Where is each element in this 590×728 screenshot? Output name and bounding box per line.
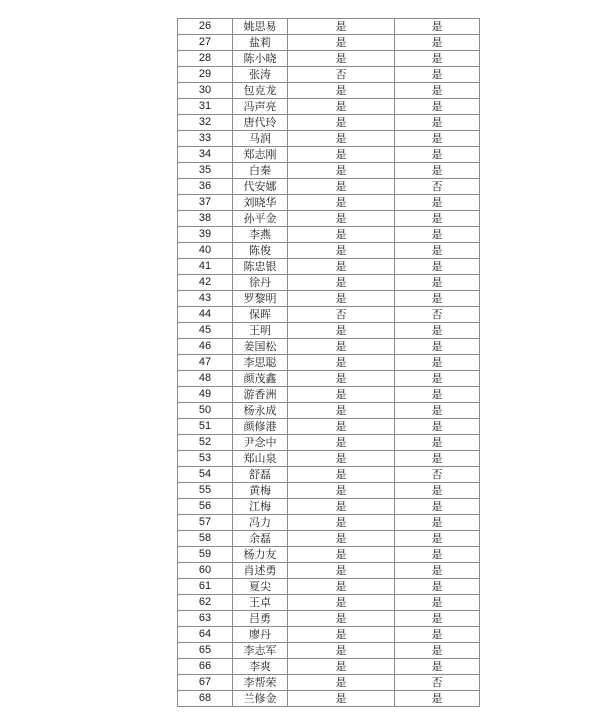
status-a-cell: 是 [288,483,395,499]
row-number-cell: 62 [178,595,233,611]
table-row [178,227,480,243]
status-b-cell: 是 [395,563,480,579]
person-name-cell: 马润 [233,131,288,147]
person-name-cell: 包克龙 [233,83,288,99]
table-row [178,675,480,691]
status-a-cell: 是 [288,387,395,403]
row-number-cell: 34 [178,147,233,163]
row-number-cell: 64 [178,627,233,643]
person-name-cell: 舒磊 [233,467,288,483]
person-name-cell: 颜茂鑫 [233,371,288,387]
row-number-cell: 56 [178,499,233,515]
person-name-cell: 廖丹 [233,627,288,643]
person-name-cell: 姜国松 [233,339,288,355]
person-name-cell: 陈小晓 [233,51,288,67]
status-b-cell: 是 [395,147,480,163]
table-row [178,163,480,179]
status-b-cell: 是 [395,19,480,35]
status-a-cell: 是 [288,659,395,675]
table-row [178,483,480,499]
person-name-cell: 张涛 [233,67,288,83]
status-b-cell: 是 [395,99,480,115]
status-a-cell: 是 [288,275,395,291]
row-number-cell: 44 [178,307,233,323]
status-a-cell: 是 [288,563,395,579]
row-number-cell: 30 [178,83,233,99]
status-a-cell: 是 [288,339,395,355]
status-a-cell: 是 [288,179,395,195]
status-b-cell: 是 [395,403,480,419]
status-a-cell: 是 [288,675,395,691]
status-b-cell: 是 [395,259,480,275]
person-name-cell: 尹念中 [233,435,288,451]
row-number-cell: 37 [178,195,233,211]
status-a-cell: 否 [288,307,395,323]
status-b-cell: 是 [395,83,480,99]
table-row [178,371,480,387]
row-number-cell: 28 [178,51,233,67]
person-name-cell: 兰修金 [233,691,288,707]
status-a-cell: 是 [288,419,395,435]
table-row [178,531,480,547]
table-row [178,83,480,99]
person-name-cell: 李思聪 [233,355,288,371]
status-b-cell: 是 [395,451,480,467]
table-row [178,419,480,435]
person-name-cell: 郑山泉 [233,451,288,467]
person-name-cell: 姚思易 [233,19,288,35]
row-number-cell: 45 [178,323,233,339]
status-a-cell: 是 [288,195,395,211]
status-b-cell: 是 [395,67,480,83]
status-a-cell: 是 [288,515,395,531]
status-a-cell: 是 [288,35,395,51]
status-a-cell: 是 [288,531,395,547]
table-row [178,659,480,675]
status-b-cell: 是 [395,275,480,291]
table-row [178,243,480,259]
status-b-cell: 是 [395,547,480,563]
table-row [178,611,480,627]
table-row [178,691,480,707]
status-a-cell: 是 [288,163,395,179]
status-b-cell: 是 [395,51,480,67]
person-name-cell: 游香洲 [233,387,288,403]
table-row [178,627,480,643]
person-name-cell: 肖述勇 [233,563,288,579]
row-number-cell: 51 [178,419,233,435]
table-row [178,547,480,563]
row-number-cell: 41 [178,259,233,275]
person-name-cell: 颜修港 [233,419,288,435]
person-name-cell: 陈俊 [233,243,288,259]
row-number-cell: 47 [178,355,233,371]
status-b-cell: 是 [395,339,480,355]
status-b-cell: 是 [395,531,480,547]
status-a-cell: 是 [288,499,395,515]
person-name-cell: 杨永成 [233,403,288,419]
table-row [178,115,480,131]
person-name-cell: 孙平金 [233,211,288,227]
status-a-cell: 是 [288,131,395,147]
table-row [178,499,480,515]
status-b-cell: 是 [395,419,480,435]
row-number-cell: 68 [178,691,233,707]
table-row [178,515,480,531]
table-row [178,67,480,83]
person-name-cell: 江梅 [233,499,288,515]
person-name-cell: 刘晓华 [233,195,288,211]
table-row [178,323,480,339]
person-name-cell: 李燕 [233,227,288,243]
table-row [178,35,480,51]
status-a-cell: 是 [288,51,395,67]
status-b-cell: 是 [395,595,480,611]
status-a-cell: 是 [288,291,395,307]
status-a-cell: 是 [288,451,395,467]
table-row [178,451,480,467]
status-b-cell: 是 [395,227,480,243]
status-b-cell: 是 [395,643,480,659]
person-name-cell: 冯声亮 [233,99,288,115]
status-b-cell: 否 [395,307,480,323]
row-number-cell: 32 [178,115,233,131]
status-b-cell: 是 [395,371,480,387]
person-name-cell: 陈忠银 [233,259,288,275]
status-a-cell: 是 [288,627,395,643]
status-b-cell: 是 [395,323,480,339]
status-b-cell: 是 [395,515,480,531]
row-number-cell: 26 [178,19,233,35]
table-row [178,275,480,291]
person-name-cell: 代安娜 [233,179,288,195]
table-row [178,195,480,211]
row-number-cell: 42 [178,275,233,291]
person-name-cell: 余磊 [233,531,288,547]
status-a-cell: 是 [288,259,395,275]
person-name-cell: 王明 [233,323,288,339]
row-number-cell: 46 [178,339,233,355]
status-b-cell: 是 [395,211,480,227]
table-row [178,307,480,323]
row-number-cell: 52 [178,435,233,451]
row-number-cell: 53 [178,451,233,467]
row-number-cell: 31 [178,99,233,115]
status-b-cell: 是 [395,483,480,499]
row-number-cell: 38 [178,211,233,227]
status-a-cell: 是 [288,691,395,707]
person-name-cell: 吕勇 [233,611,288,627]
status-b-cell: 是 [395,243,480,259]
table-row [178,131,480,147]
status-b-cell: 是 [395,387,480,403]
status-b-cell: 是 [395,691,480,707]
status-b-cell: 是 [395,435,480,451]
row-number-cell: 61 [178,579,233,595]
status-b-cell: 是 [395,291,480,307]
person-name-cell: 李爽 [233,659,288,675]
table-row [178,595,480,611]
person-name-cell: 李帮荣 [233,675,288,691]
row-number-cell: 66 [178,659,233,675]
person-name-cell: 冯力 [233,515,288,531]
row-number-cell: 50 [178,403,233,419]
row-number-cell: 29 [178,67,233,83]
status-a-cell: 是 [288,115,395,131]
table-row [178,387,480,403]
status-a-cell: 是 [288,355,395,371]
table-row [178,259,480,275]
row-number-cell: 58 [178,531,233,547]
status-a-cell: 是 [288,403,395,419]
status-a-cell: 是 [288,643,395,659]
status-a-cell: 是 [288,227,395,243]
status-b-cell: 是 [395,195,480,211]
row-number-cell: 65 [178,643,233,659]
status-b-cell: 是 [395,611,480,627]
row-number-cell: 39 [178,227,233,243]
table-row [178,643,480,659]
status-a-cell: 否 [288,67,395,83]
person-name-cell: 徐丹 [233,275,288,291]
table-row [178,19,480,35]
status-b-cell: 是 [395,659,480,675]
table-row [178,339,480,355]
status-b-cell: 是 [395,355,480,371]
status-b-cell: 是 [395,131,480,147]
row-number-cell: 40 [178,243,233,259]
row-number-cell: 60 [178,563,233,579]
table-row [178,403,480,419]
row-number-cell: 27 [178,35,233,51]
status-b-cell: 是 [395,35,480,51]
status-a-cell: 是 [288,595,395,611]
status-b-cell: 是 [395,627,480,643]
status-a-cell: 是 [288,611,395,627]
table-row [178,291,480,307]
person-name-cell: 杨力友 [233,547,288,563]
status-a-cell: 是 [288,83,395,99]
row-number-cell: 35 [178,163,233,179]
table-row [178,435,480,451]
status-a-cell: 是 [288,211,395,227]
person-name-cell: 郑志刚 [233,147,288,163]
row-number-cell: 59 [178,547,233,563]
person-name-cell: 罗黎明 [233,291,288,307]
table-row [178,99,480,115]
row-number-cell: 54 [178,467,233,483]
status-a-cell: 是 [288,371,395,387]
person-name-cell: 唐代玲 [233,115,288,131]
row-number-cell: 49 [178,387,233,403]
table-row [178,211,480,227]
table-row [178,179,480,195]
status-a-cell: 是 [288,547,395,563]
roster-table-body [178,19,480,707]
row-number-cell: 55 [178,483,233,499]
row-number-cell: 63 [178,611,233,627]
table-row [178,579,480,595]
row-number-cell: 43 [178,291,233,307]
status-b-cell: 是 [395,163,480,179]
status-b-cell: 否 [395,179,480,195]
row-number-cell: 33 [178,131,233,147]
row-number-cell: 67 [178,675,233,691]
status-a-cell: 是 [288,243,395,259]
status-a-cell: 是 [288,99,395,115]
person-name-cell: 夏尖 [233,579,288,595]
person-name-cell: 盐莉 [233,35,288,51]
roster-table [177,18,480,707]
person-name-cell: 黄梅 [233,483,288,499]
table-row [178,51,480,67]
table-row [178,563,480,579]
status-a-cell: 是 [288,147,395,163]
person-name-cell: 保晖 [233,307,288,323]
row-number-cell: 48 [178,371,233,387]
status-b-cell: 是 [395,579,480,595]
status-a-cell: 是 [288,435,395,451]
table-row [178,467,480,483]
person-name-cell: 李志军 [233,643,288,659]
person-name-cell: 白秦 [233,163,288,179]
status-b-cell: 是 [395,115,480,131]
status-a-cell: 是 [288,19,395,35]
status-b-cell: 是 [395,499,480,515]
table-row [178,147,480,163]
table-row [178,355,480,371]
status-a-cell: 是 [288,579,395,595]
row-number-cell: 36 [178,179,233,195]
person-name-cell: 王卓 [233,595,288,611]
status-b-cell: 否 [395,675,480,691]
status-a-cell: 是 [288,323,395,339]
status-a-cell: 是 [288,467,395,483]
status-b-cell: 否 [395,467,480,483]
row-number-cell: 57 [178,515,233,531]
